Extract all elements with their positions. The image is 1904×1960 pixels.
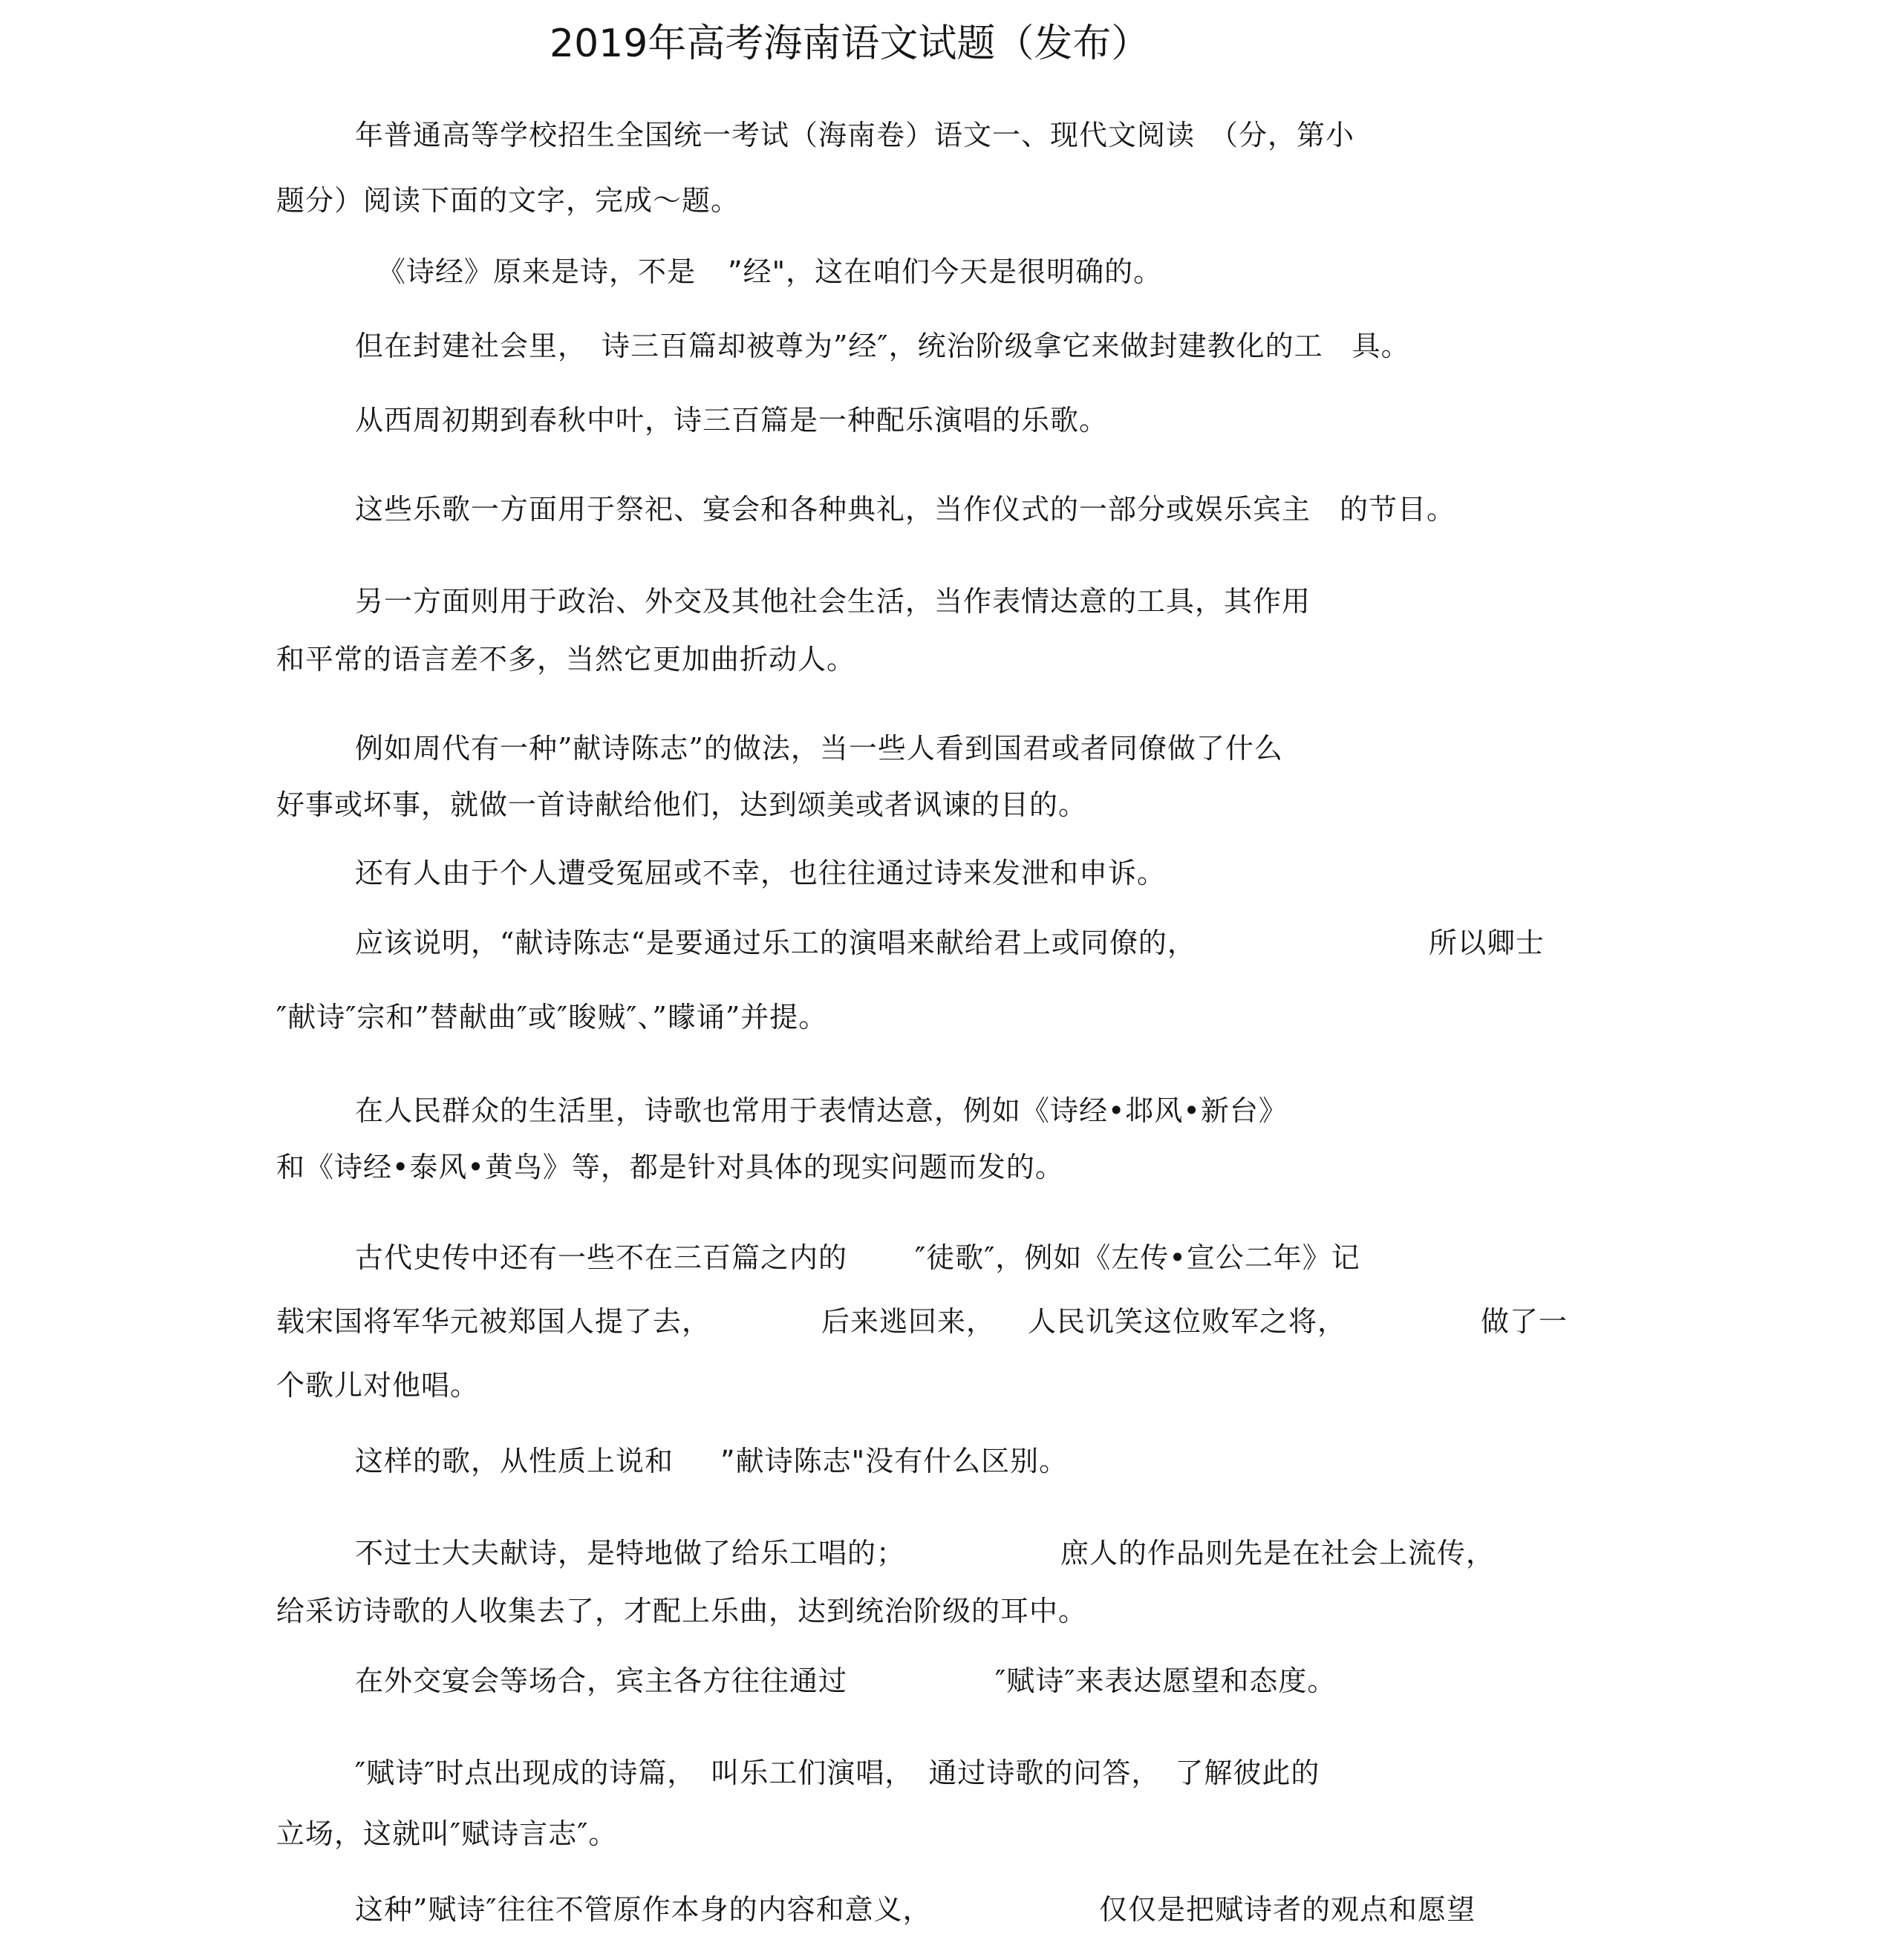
text-line: 不过士大夫献诗，是特地做了给乐工唱的； <box>355 1537 906 1569</box>
text-line: 从西周初期到春秋中叶，诗三百篇是一种配乐演唱的乐歌。 <box>355 404 1109 437</box>
text-line: 给采访诗歌的人收集去了，才配上乐曲，达到统治阶级的耳中。 <box>276 1595 1088 1627</box>
text-line: 还有人由于个人遭受冤屈或不幸，也往往通过诗来发泄和申诉。 <box>355 857 1167 889</box>
text-line: ″献诗″宗和”替献曲″或″睃贼″、”矇诵”并提。 <box>276 1001 828 1033</box>
text-line: 和平常的语言差不多，当然它更加曲折动人。 <box>276 643 856 676</box>
text-line: ”献诗陈志"没有什么区别。 <box>720 1445 1069 1477</box>
text-line: 题分）阅读下面的文字，完成～题。 <box>276 184 740 217</box>
text-line: 这样的歌，从性质上说和 <box>355 1445 674 1477</box>
page-title: 2019年高考海南语文试题（发布） <box>550 22 1150 66</box>
text-line: ″赋诗″来表达愿望和态度。 <box>995 1665 1337 1697</box>
text-line: 在人民群众的生活里，诗歌也常用于表情达意，例如《诗经•邶风•新台》 <box>355 1094 1288 1127</box>
text-line: 所以卿士 <box>1429 927 1545 959</box>
text-line: 个歌儿对他唱。 <box>276 1369 480 1402</box>
text-line: 这些乐歌一方面用于祭祀、宴会和各种典礼，当作仪式的一部分或娱乐宾主 的节目。 <box>355 493 1456 526</box>
text-line: 但在封建社会里， 诗三百篇却被尊为”经″，统治阶级拿它来做封建教化的工 具。 <box>355 330 1410 362</box>
text-line: 例如周代有一种”献诗陈志”的做法，当一些人看到国君或者同僚做了什么 <box>355 732 1283 765</box>
text-line: 人民讥笑这位败军之将， <box>1028 1305 1347 1338</box>
text-line: ″赋诗″时点出现成的诗篇， 叫乐工们演唱， 通过诗歌的问答， 了解彼此的 <box>355 1757 1320 1789</box>
text-line: 另一方面则用于政治、外交及其他社会生活，当作表情达意的工具，其作用 <box>355 585 1311 618</box>
text-line: 载宋国将军华元被郑国人提了去， <box>276 1305 711 1338</box>
text-line: 做了一 <box>1481 1305 1568 1338</box>
text-line: ″徒歌″，例如《左传•宣公二年》记 <box>915 1241 1360 1274</box>
text-line: 仅仅是把赋诗者的观点和愿望 <box>1099 1893 1476 1926</box>
text-line: 和《诗经•泰风•黄鸟》等，都是针对具体的现实问题而发的。 <box>276 1151 1064 1183</box>
text-line: 后来逃回来， <box>821 1305 996 1338</box>
text-line: 《诗经》原来是诗，不是 <box>377 255 697 288</box>
text-line: 这种”赋诗″往往不管原作本身的内容和意义， <box>355 1893 932 1926</box>
text-line: ”经"，这在咱们今天是很明确的。 <box>728 255 1163 288</box>
text-line: 古代史传中还有一些不在三百篇之内的 <box>355 1241 848 1274</box>
text-line: 应该说明，“献诗陈志“是要通过乐工的演唱来献给君上或同僚的， <box>355 927 1196 959</box>
text-line: 立场，这就叫″赋诗言志″。 <box>276 1817 618 1850</box>
text-line: 好事或坏事，就做一首诗献给他们，达到颂美或者讽谏的目的。 <box>276 788 1088 821</box>
text-line: 庶人的作品则先是在社会上流传， <box>1060 1537 1496 1569</box>
text-line: 年普通高等学校招生全国统一考试（海南卷）语文一、现代文阅读 （分，第小 <box>355 119 1355 151</box>
text-line: 在外交宴会等场合，宾主各方往往通过 <box>355 1665 848 1697</box>
